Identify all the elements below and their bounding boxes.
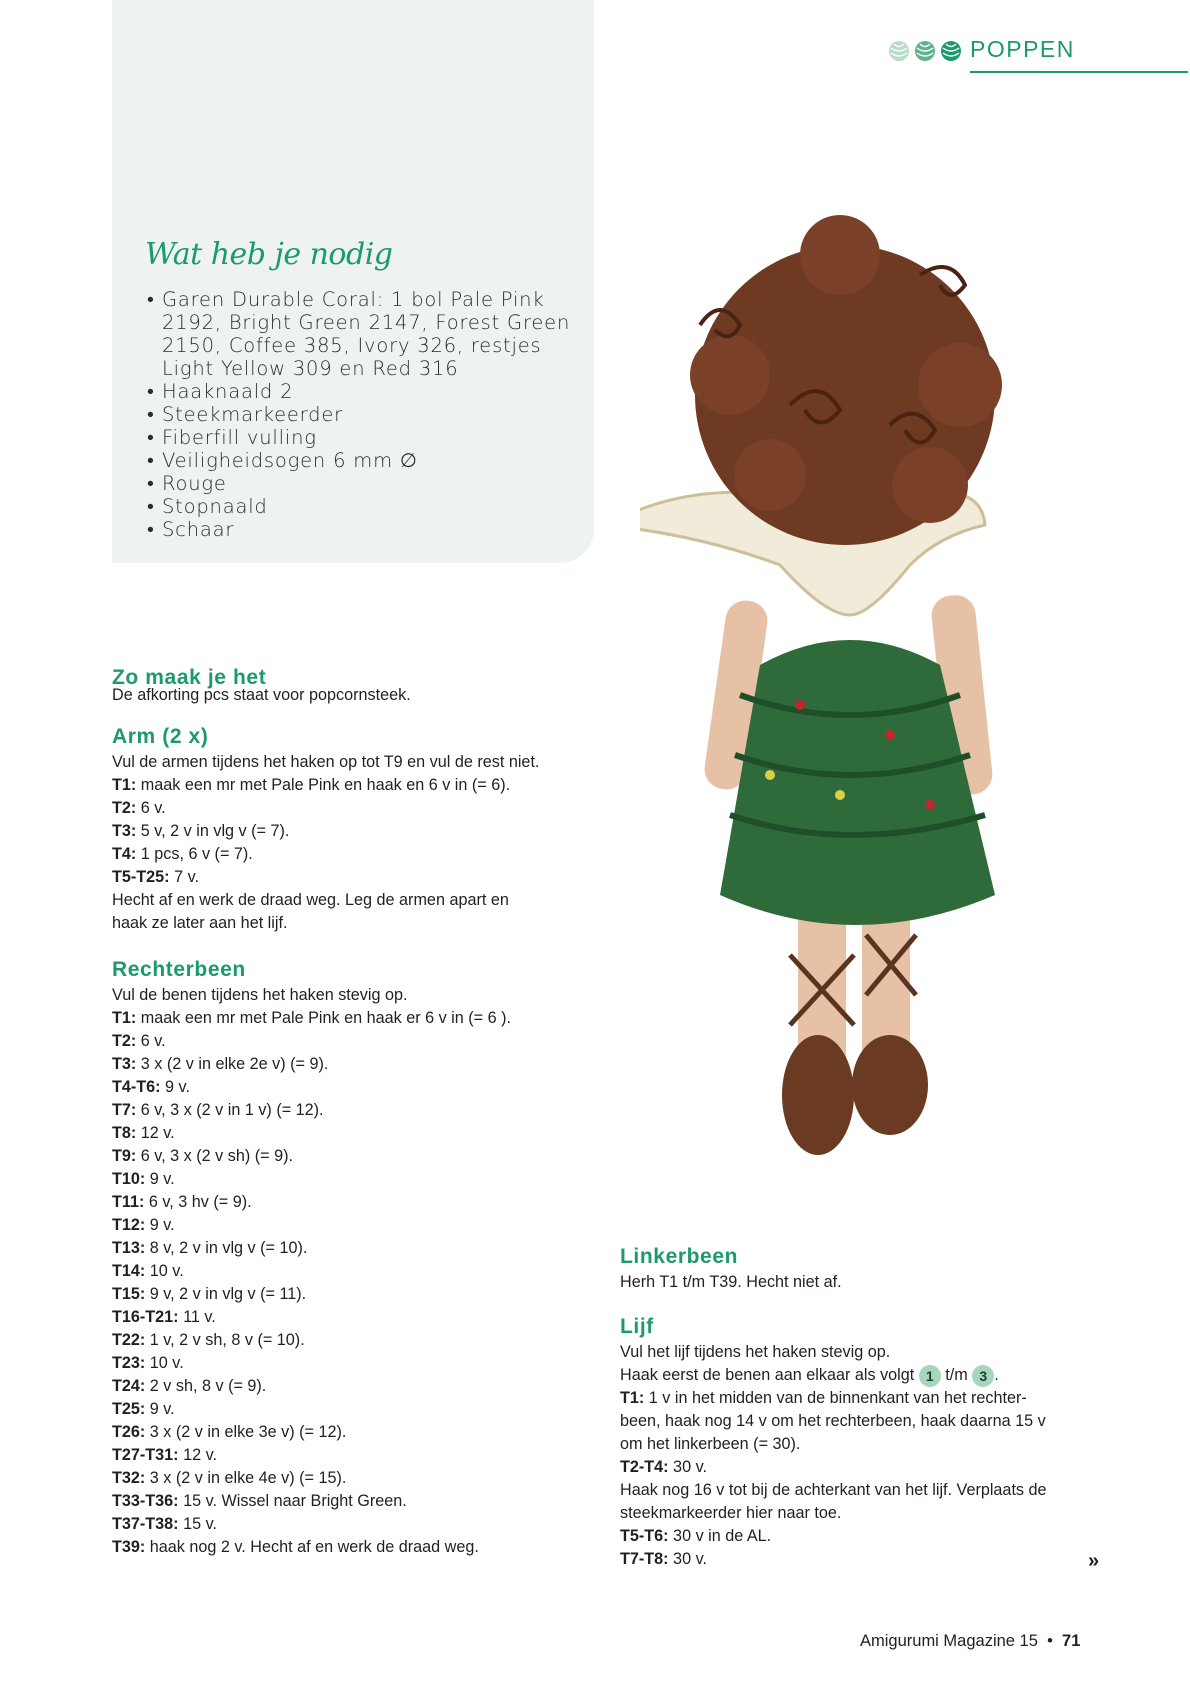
instruction-line: T3: 5 v, 2 v in vlg v (= 7). [112, 822, 290, 840]
instruction-line: T16-T21: 11 v. [112, 1308, 216, 1326]
instruction-line: Vul de armen tijdens het haken op tot T9 en vul de rest niet. [112, 753, 540, 771]
instruction-line: T22: 1 v, 2 v sh, 8 v (= 10). [112, 1331, 305, 1349]
instruction-line: T37-T38: 15 v. [112, 1515, 217, 1533]
page-footer [860, 1632, 1080, 1651]
instruction-line: T8: 12 v. [112, 1124, 175, 1142]
instruction-line: T12: 9 v. [112, 1216, 175, 1234]
instruction-line: Vul de benen tijdens het haken stevig op. [112, 986, 408, 1004]
page-number: 71 [1062, 1632, 1081, 1650]
section-label: POPPEN [970, 36, 1075, 62]
instruction-line: haak ze later aan het lijf. [112, 914, 288, 932]
materials-item: • Rouge [145, 472, 575, 495]
instruction-line: T13: 8 v, 2 v in vlg v (= 10). [112, 1239, 308, 1257]
instruction-line: T5-T6: 30 v in de AL. [620, 1527, 772, 1545]
instruction-line: T1: maak een mr met Pale Pink en haak er 6 v in (= 6 ). [112, 1009, 512, 1027]
doll-photo [640, 195, 1060, 1215]
instruction-line: T25: 9 v. [112, 1400, 175, 1418]
instruction-line: T7-T8: 30 v. [620, 1550, 707, 1568]
left-leg-title: Linkerbeen [620, 1245, 739, 1268]
instruction-line: Hecht af en werk de draad weg. Leg de armen apart en [112, 891, 509, 909]
instruction-line: T39: haak nog 2 v. Hecht af en werk de draad weg. [112, 1538, 479, 1556]
arm-instructions [112, 751, 539, 935]
instruction-line: T2: 6 v. [112, 799, 166, 817]
materials-item: • Veiligheidsogen 6 mm ∅ [145, 449, 575, 472]
instruction-line: T10: 9 v. [112, 1170, 175, 1188]
intro-title: Zo maak je het [112, 666, 267, 689]
instruction-line: T27-T31: 12 v. [112, 1446, 217, 1464]
intro-text: De afkorting pcs staat voor popcornsteek. [112, 686, 411, 704]
instruction-line: T14: 10 v. [112, 1262, 184, 1280]
instruction-line: steekmarkeerder hier naar toe. [620, 1504, 842, 1522]
instruction-line: T2-T4: 30 v. [620, 1458, 707, 1476]
body-title: Lijf [620, 1315, 654, 1338]
materials-item: • Schaar [145, 518, 575, 541]
continue-arrow-icon: » [1088, 1550, 1100, 1572]
step-badge: 3 [972, 1365, 994, 1387]
body-instructions [620, 1341, 1047, 1571]
materials-title: Wat heb je nodig [145, 237, 393, 272]
instruction-line: T11: 6 v, 3 hv (= 9). [112, 1193, 252, 1211]
right-leg-title: Rechterbeen [112, 958, 246, 981]
instruction-line: T1: 1 v in het midden van de binnenkant van het rechter- [620, 1389, 1027, 1407]
instruction-line: T2: 6 v. [112, 1032, 166, 1050]
step-badge: 1 [919, 1365, 941, 1387]
right-leg-instructions [112, 984, 511, 1559]
materials-item: • Steekmarkeerder [145, 403, 575, 426]
instruction-line: T15: 9 v, 2 v in vlg v (= 11). [112, 1285, 307, 1303]
instruction-line: Haak nog 16 v tot bij de achterkant van het lijf. Verplaats de [620, 1481, 1047, 1499]
instruction-line: T9: 6 v, 3 x (2 v sh) (= 9). [112, 1147, 293, 1165]
materials-list [145, 288, 575, 541]
instruction-line: om het linkerbeen (= 30). [620, 1435, 801, 1453]
instruction-line: Haak eerst de benen aan elkaar als volgt 1 t/m 3 . [620, 1364, 1047, 1387]
magazine-name: Amigurumi Magazine 15 [860, 1632, 1038, 1650]
instruction-line: T4: 1 pcs, 6 v (= 7). [112, 845, 253, 863]
materials-item: • Fiberfill vulling [145, 426, 575, 449]
instruction-line: T26: 3 x (2 v in elke 3e v) (= 12). [112, 1423, 347, 1441]
instruction-line: T23: 10 v. [112, 1354, 184, 1372]
left-leg-text: Herh T1 t/m T39. Hecht niet af. [620, 1273, 842, 1291]
instruction-line: been, haak nog 14 v om het rechterbeen, haak daarna 15 v [620, 1412, 1046, 1430]
instruction-line: T32: 3 x (2 v in elke 4e v) (= 15). [112, 1469, 347, 1487]
yarn-balls-icon [888, 40, 964, 62]
instruction-line: T33-T36: 15 v. Wissel naar Bright Green. [112, 1492, 407, 1510]
footer-separator: • [1047, 1632, 1053, 1650]
instruction-line: T5-T25: 7 v. [112, 868, 199, 886]
materials-item: • Garen Durable Coral: 1 bol Pale Pink 2192, Bright Green 2147, Forest Green 2150, Coffee 385, Ivory 326, restjes Light Yellow 309 en Red 316 [145, 288, 575, 380]
materials-item: • Stopnaald [145, 495, 575, 518]
instruction-line: T3: 3 x (2 v in elke 2e v) (= 9). [112, 1055, 329, 1073]
header-rule [970, 71, 1188, 73]
arm-title: Arm (2 x) [112, 725, 209, 748]
instruction-line: T4-T6: 9 v. [112, 1078, 190, 1096]
materials-item: • Haaknaald 2 [145, 380, 575, 403]
instruction-line: T1: maak een mr met Pale Pink en haak en 6 v in (= 6). [112, 776, 511, 794]
instruction-line: T7: 6 v, 3 x (2 v in 1 v) (= 12). [112, 1101, 324, 1119]
instruction-line: Vul het lijf tijdens het haken stevig op. [620, 1343, 891, 1361]
instruction-line: T24: 2 v sh, 8 v (= 9). [112, 1377, 267, 1395]
